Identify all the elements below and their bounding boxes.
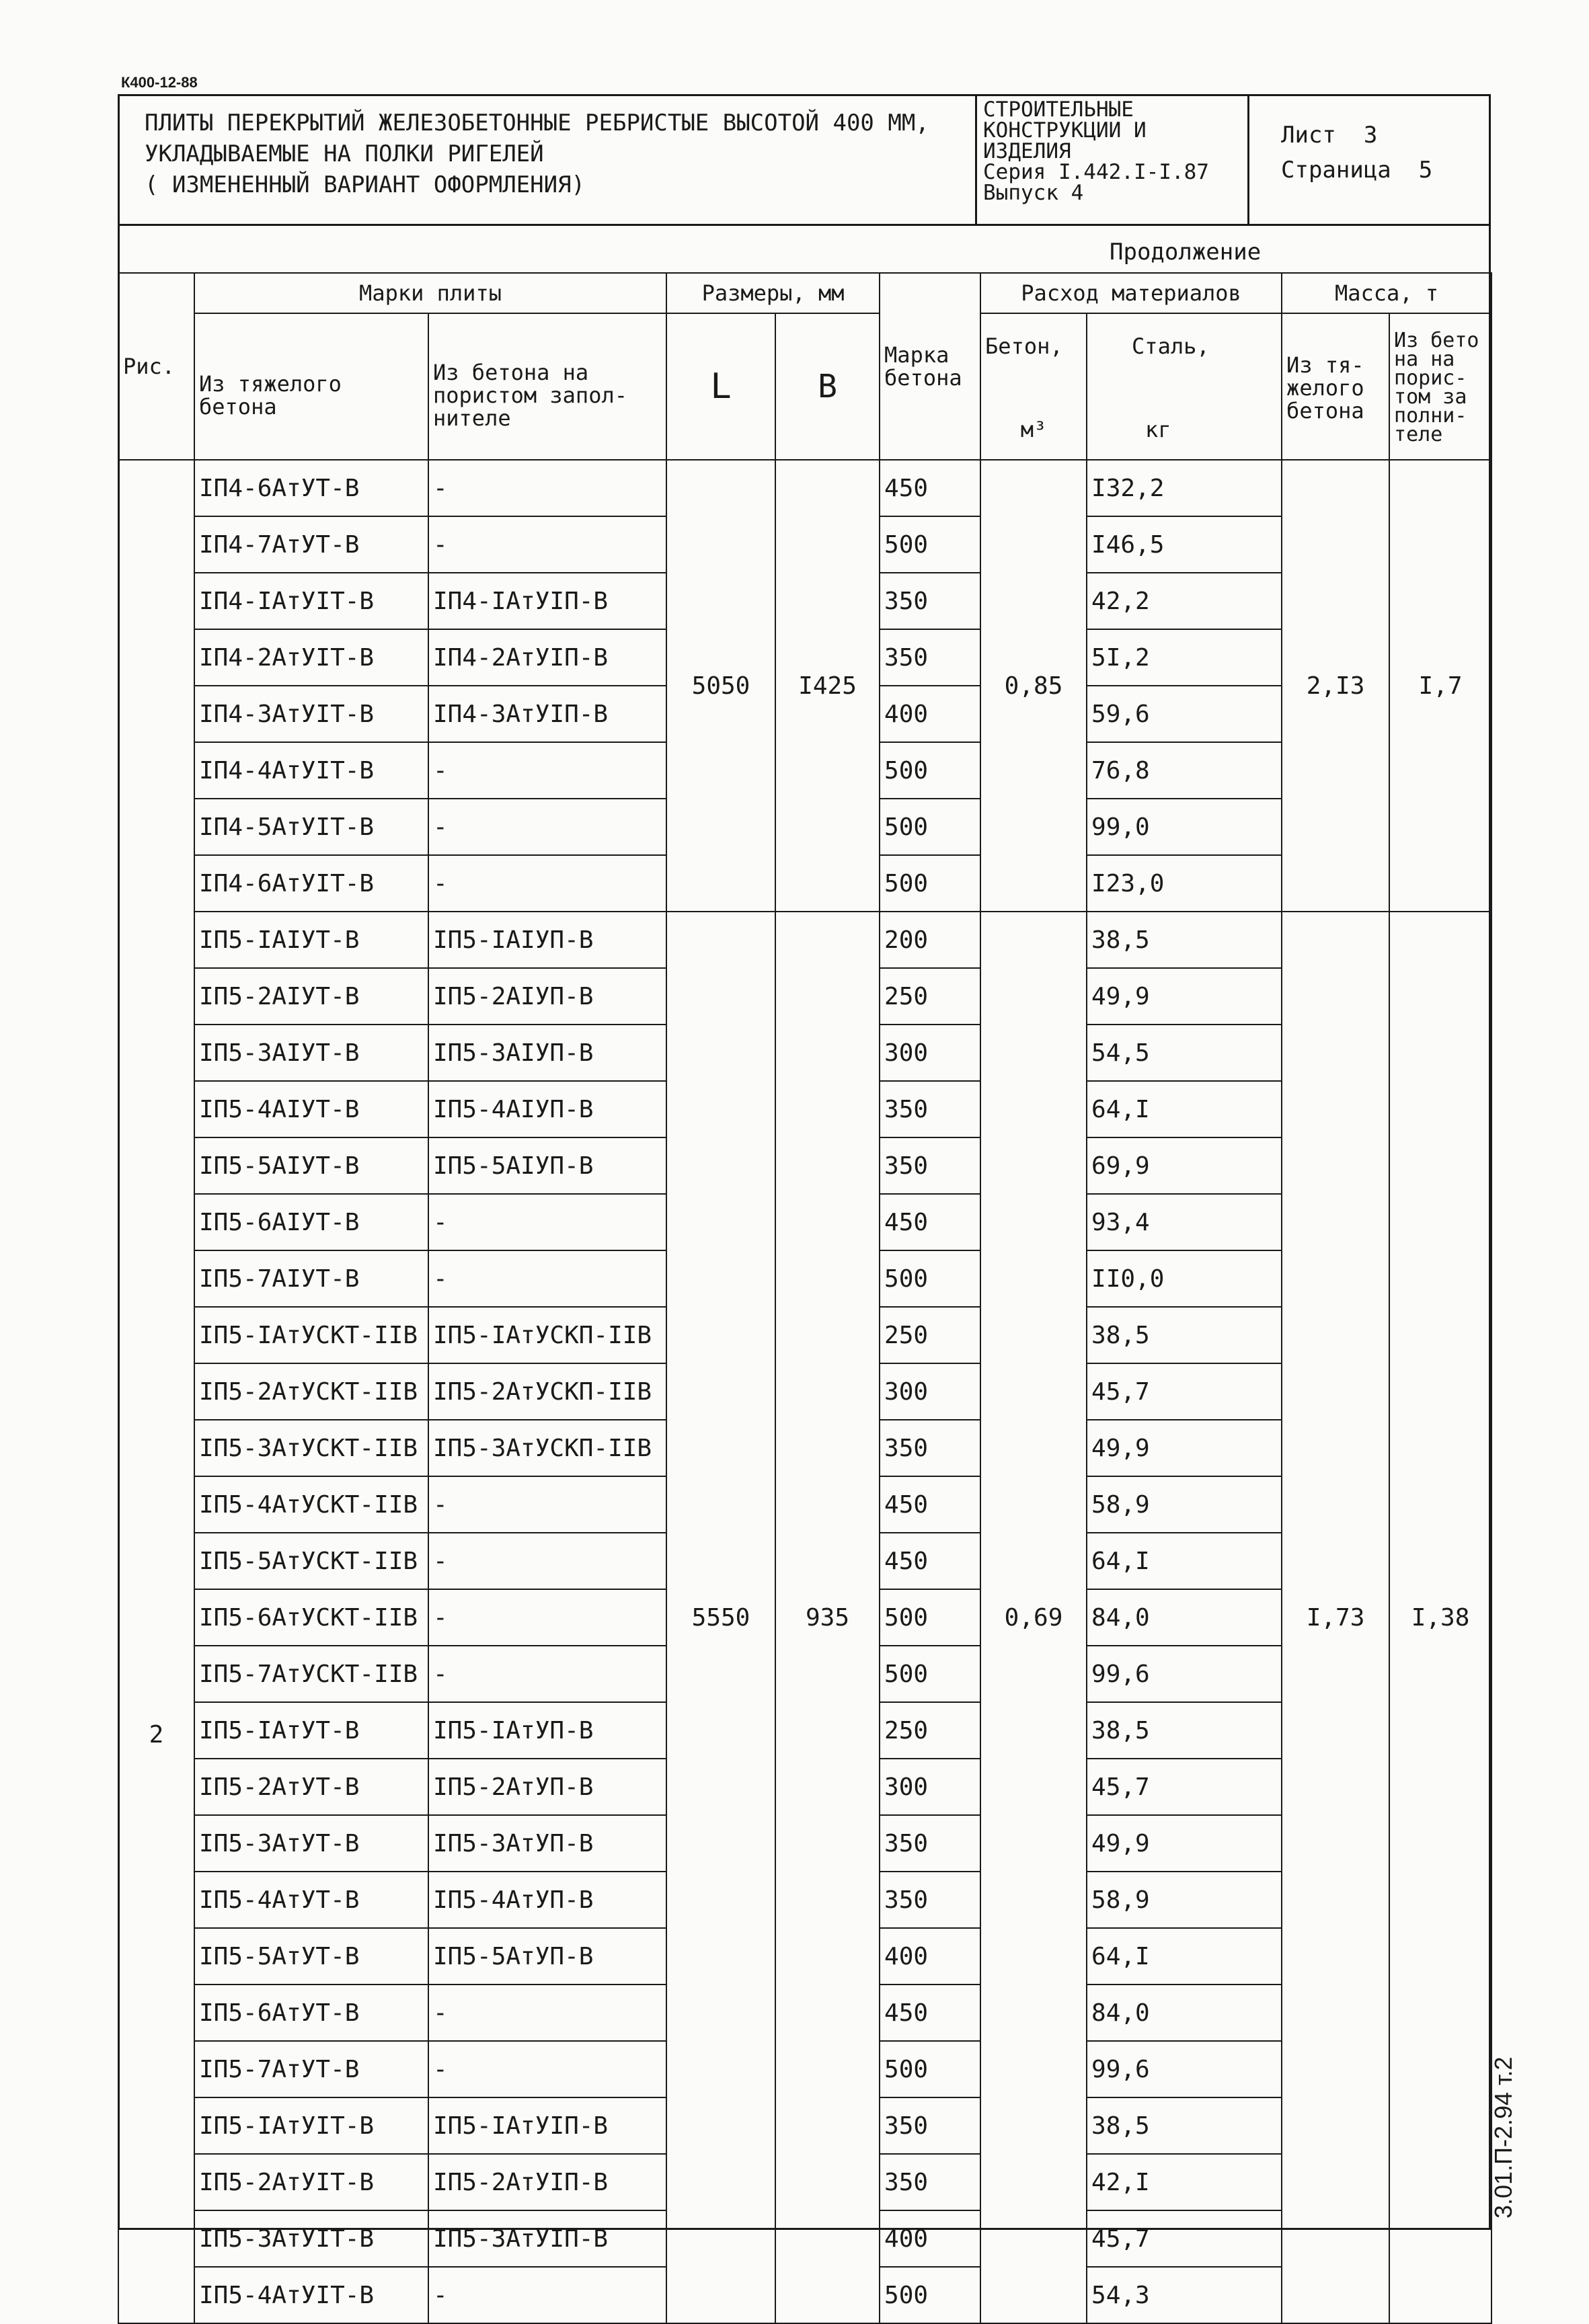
porous-mark: IП5-2АтУП-В (428, 1759, 666, 1815)
steel-value: 54,3 (1087, 2267, 1282, 2323)
table-row (118, 912, 1491, 968)
steel-value: 93,4 (1087, 1194, 1282, 1250)
concrete-grade: 300 (880, 1759, 980, 1815)
heavy-mark: IП5-IАтУСКТ-IIВ (194, 1307, 428, 1363)
continuation-label: Продолжение (1110, 239, 1262, 266)
concrete-grade: 400 (880, 2210, 980, 2267)
steel-value: 58,9 (1087, 1476, 1282, 1533)
steel-value: I46,5 (1087, 516, 1282, 573)
concrete-grade: 350 (880, 573, 980, 629)
col-porous: Из бетона на пористом запол-нителе (428, 313, 666, 460)
series-line: ИЗДЕЛИЯ (983, 139, 1071, 163)
porous-mark: IП4-3АтУIП-В (428, 686, 666, 742)
porous-mark: IП5-4АтУП-В (428, 1872, 666, 1928)
concrete-grade: 400 (880, 1928, 980, 1985)
heavy-mark: IП5-IАтУТ-В (194, 1702, 428, 1759)
col-B: B (775, 313, 880, 460)
concrete-grade: 350 (880, 1420, 980, 1476)
heavy-mark: IП5-5АтУСКТ-IIВ (194, 1533, 428, 1589)
heavy-mark: IП5-5АтУТ-В (194, 1928, 428, 1985)
heavy-mark: IП5-4АтУТ-В (194, 1872, 428, 1928)
series-line: Серия I.442.I-I.87 (983, 160, 1209, 184)
concrete-volume: 0,85 (980, 460, 1087, 912)
concrete-grade: 300 (880, 1025, 980, 1081)
porous-mark: IП5-3АтУСКП-IIВ (428, 1420, 666, 1476)
porous-mark: IП5-IАтУIП-В (428, 2097, 666, 2154)
sheet-label: Лист (1281, 122, 1336, 149)
concrete-grade: 500 (880, 1589, 980, 1646)
heavy-mark: IП5-6АтУТ-В (194, 1985, 428, 2041)
col-mass: Масса, т (1282, 273, 1491, 313)
page-label: Страница (1281, 157, 1391, 184)
heavy-mark: IП5-IАIУТ-В (194, 912, 428, 968)
porous-mark: IП5-2АтУСКП-IIВ (428, 1363, 666, 1420)
steel-value: 49,9 (1087, 1815, 1282, 1872)
document-code: К400-12-88 (121, 74, 198, 91)
steel-value: 54,5 (1087, 1025, 1282, 1081)
heavy-mark: IП5-3АтУТ-В (194, 1815, 428, 1872)
heavy-mark: IП5-2АтУТ-В (194, 1759, 428, 1815)
heavy-mark: IП4-7АтУТ-В (194, 516, 428, 573)
concrete-grade: 350 (880, 1137, 980, 1194)
steel-value: 38,5 (1087, 1702, 1282, 1759)
col-grade: Марка бетона (880, 273, 980, 460)
series-line: Выпуск 4 (983, 181, 1084, 205)
porous-mark: - (428, 2041, 666, 2097)
col-heavy: Из тяжелого бетона (194, 313, 428, 460)
table-body (118, 460, 1491, 2323)
heavy-mark: IП5-4АIУТ-В (194, 1081, 428, 1137)
porous-mark: - (428, 855, 666, 912)
heavy-mark: IП4-2АтУIТ-В (194, 629, 428, 686)
heavy-mark: IП5-5АIУТ-В (194, 1137, 428, 1194)
col-fig: Рис. (118, 273, 194, 460)
heavy-mark: IП5-3АтУIТ-В (194, 2210, 428, 2267)
concrete-grade: 500 (880, 799, 980, 855)
steel-value: 64,I (1087, 1928, 1282, 1985)
porous-mark: - (428, 742, 666, 799)
porous-mark: - (428, 1476, 666, 1533)
porous-mark: - (428, 799, 666, 855)
heavy-mark: IП4-6АтУТ-В (194, 460, 428, 516)
steel-value: 64,I (1087, 1533, 1282, 1589)
fig-number: 2 (118, 460, 194, 2323)
col-concrete (980, 313, 1087, 460)
document-title (145, 108, 929, 200)
heavy-mark: IП4-4АтУIТ-В (194, 742, 428, 799)
concrete-grade: 500 (880, 2267, 980, 2323)
porous-mark: - (428, 1533, 666, 1589)
concrete-grade: 350 (880, 2097, 980, 2154)
concrete-grade: 450 (880, 1476, 980, 1533)
series-block (983, 99, 1209, 204)
steel-value: I32,2 (1087, 460, 1282, 516)
steel-value: 59,6 (1087, 686, 1282, 742)
porous-mark: - (428, 2267, 666, 2323)
table-row (118, 460, 1491, 516)
concrete-grade: 350 (880, 1081, 980, 1137)
sheet-number: 3 (1363, 122, 1378, 149)
steel-value: 38,5 (1087, 2097, 1282, 2154)
heavy-mark: IП5-4АтУIТ-В (194, 2267, 428, 2323)
porous-mark: IП5-5АIУП-В (428, 1137, 666, 1194)
concrete-grade: 500 (880, 516, 980, 573)
porous-mark: IП4-2АтУIП-В (428, 629, 666, 686)
mass-porous: I,38 (1389, 912, 1491, 2323)
length-value: 5050 (666, 460, 775, 912)
concrete-grade: 200 (880, 912, 980, 968)
col-sizes: Размеры, мм (666, 273, 880, 313)
heavy-mark: IП5-3АIУТ-В (194, 1025, 428, 1081)
steel-value: II0,0 (1087, 1250, 1282, 1307)
concrete-grade: 350 (880, 2154, 980, 2210)
col-marks: Марки плиты (194, 273, 666, 313)
steel-value: 49,9 (1087, 1420, 1282, 1476)
heavy-mark: IП4-3АтУIТ-В (194, 686, 428, 742)
concrete-grade: 250 (880, 1702, 980, 1759)
concrete-grade: 450 (880, 460, 980, 516)
concrete-grade: 400 (880, 686, 980, 742)
concrete-grade: 500 (880, 855, 980, 912)
porous-mark: IП5-5АтУП-В (428, 1928, 666, 1985)
width-value: I425 (775, 460, 880, 912)
porous-mark: - (428, 1985, 666, 2041)
porous-mark: IП5-3АIУП-В (428, 1025, 666, 1081)
concrete-grade: 300 (880, 1363, 980, 1420)
concrete-grade: 500 (880, 1646, 980, 1702)
header-rule (118, 224, 1491, 226)
porous-mark: - (428, 1250, 666, 1307)
steel-unit: кг (1145, 417, 1171, 442)
concrete-grade: 500 (880, 1250, 980, 1307)
concrete-grade: 500 (880, 742, 980, 799)
title-line: ( ИЗМЕНЕННЫЙ ВАРИАНТ ОФОРМЛЕНИЯ) (145, 171, 586, 198)
steel-value: 5I,2 (1087, 629, 1282, 686)
col-materials: Расход материалов (980, 273, 1282, 313)
concrete-grade: 500 (880, 2041, 980, 2097)
steel-value: 99,0 (1087, 799, 1282, 855)
steel-value: 45,7 (1087, 2210, 1282, 2267)
sheet-block (1281, 118, 1432, 188)
steel-label: Сталь, (1132, 333, 1210, 359)
porous-mark: IП4-IАтУIП-В (428, 573, 666, 629)
col-steel (1087, 313, 1282, 460)
heavy-mark: IП5-2АIУТ-В (194, 968, 428, 1025)
length-value: 5550 (666, 912, 775, 2323)
header-divider (1247, 94, 1249, 225)
heavy-mark: IП5-2АтУIТ-В (194, 2154, 428, 2210)
concrete-grade: 350 (880, 1815, 980, 1872)
porous-mark: - (428, 1589, 666, 1646)
steel-value: 45,7 (1087, 1363, 1282, 1420)
mass-heavy: I,73 (1282, 912, 1389, 2323)
steel-value: 58,9 (1087, 1872, 1282, 1928)
porous-mark: - (428, 516, 666, 573)
heavy-mark: IП5-IАтУIТ-В (194, 2097, 428, 2154)
concrete-grade: 450 (880, 1533, 980, 1589)
heavy-mark: IП5-3АтУСКТ-IIВ (194, 1420, 428, 1476)
heavy-mark: IП5-7АтУТ-В (194, 2041, 428, 2097)
concrete-grade: 450 (880, 1985, 980, 2041)
series-line: СТРОИТЕЛЬНЫЕ (983, 97, 1134, 122)
steel-value: I23,0 (1087, 855, 1282, 912)
steel-value: 84,0 (1087, 1589, 1282, 1646)
col-mass-heavy: Из тя-желого бетона (1282, 313, 1389, 460)
steel-value: 84,0 (1087, 1985, 1282, 2041)
steel-value: 64,I (1087, 1081, 1282, 1137)
title-line: ПЛИТЫ ПЕРЕКРЫТИЙ ЖЕЛЕЗОБЕТОННЫЕ РЕБРИСТЫЕ ВЫСОТОЙ 400 ММ, (145, 110, 929, 136)
mass-porous: I,7 (1389, 460, 1491, 912)
heavy-mark: IП5-7АтУСКТ-IIВ (194, 1646, 428, 1702)
steel-value: 42,I (1087, 2154, 1282, 2210)
steel-value: 38,5 (1087, 1307, 1282, 1363)
series-line: КОНСТРУКЦИИ И (983, 118, 1147, 143)
col-L: L (666, 313, 775, 460)
heavy-mark: IП5-7АIУТ-В (194, 1250, 428, 1307)
side-code: 3.01.П-2.94 т.2 (1489, 2056, 1517, 2218)
porous-mark: IП5-2АтУIП-В (428, 2154, 666, 2210)
porous-mark: IП5-IАIУП-В (428, 912, 666, 968)
concrete-grade: 350 (880, 1872, 980, 1928)
porous-mark: IП5-IАтУСКП-IIВ (428, 1307, 666, 1363)
heavy-mark: IП5-6АтУСКТ-IIВ (194, 1589, 428, 1646)
width-value: 935 (775, 912, 880, 2323)
steel-value: 42,2 (1087, 573, 1282, 629)
heavy-mark: IП5-2АтУСКТ-IIВ (194, 1363, 428, 1420)
concrete-unit: м³ (1020, 417, 1047, 442)
concrete-volume: 0,69 (980, 912, 1087, 2323)
steel-value: 99,6 (1087, 2041, 1282, 2097)
concrete-label: Бетон, (985, 333, 1063, 359)
heavy-mark: IП5-4АтУСКТ-IIВ (194, 1476, 428, 1533)
porous-mark: - (428, 460, 666, 516)
porous-mark: IП5-3АтУП-В (428, 1815, 666, 1872)
steel-value: 45,7 (1087, 1759, 1282, 1815)
concrete-grade: 450 (880, 1194, 980, 1250)
porous-mark: IП5-IАтУП-В (428, 1702, 666, 1759)
porous-mark: IП5-4АIУП-В (428, 1081, 666, 1137)
col-mass-porous: Из бето на на порис-том за полни-теле (1389, 313, 1491, 460)
steel-value: 49,9 (1087, 968, 1282, 1025)
concrete-grade: 350 (880, 629, 980, 686)
porous-mark: IП5-3АтУIП-В (428, 2210, 666, 2267)
porous-mark: IП5-2АIУП-В (428, 968, 666, 1025)
steel-value: 76,8 (1087, 742, 1282, 799)
header-divider (975, 94, 977, 225)
steel-value: 99,6 (1087, 1646, 1282, 1702)
porous-mark: - (428, 1646, 666, 1702)
heavy-mark: IП4-IАтУIТ-В (194, 573, 428, 629)
page-number: 5 (1418, 157, 1433, 184)
steel-value: 69,9 (1087, 1137, 1282, 1194)
porous-mark: - (428, 1194, 666, 1250)
heavy-mark: IП5-6АIУТ-В (194, 1194, 428, 1250)
plates-table (118, 272, 1492, 2324)
concrete-grade: 250 (880, 1307, 980, 1363)
steel-value: 38,5 (1087, 912, 1282, 968)
heavy-mark: IП4-6АтУIТ-В (194, 855, 428, 912)
concrete-grade: 250 (880, 968, 980, 1025)
title-line: УКЛАДЫВАЕМЫЕ НА ПОЛКИ РИГЕЛЕЙ (145, 141, 544, 167)
mass-heavy: 2,I3 (1282, 460, 1389, 912)
heavy-mark: IП4-5АтУIТ-В (194, 799, 428, 855)
